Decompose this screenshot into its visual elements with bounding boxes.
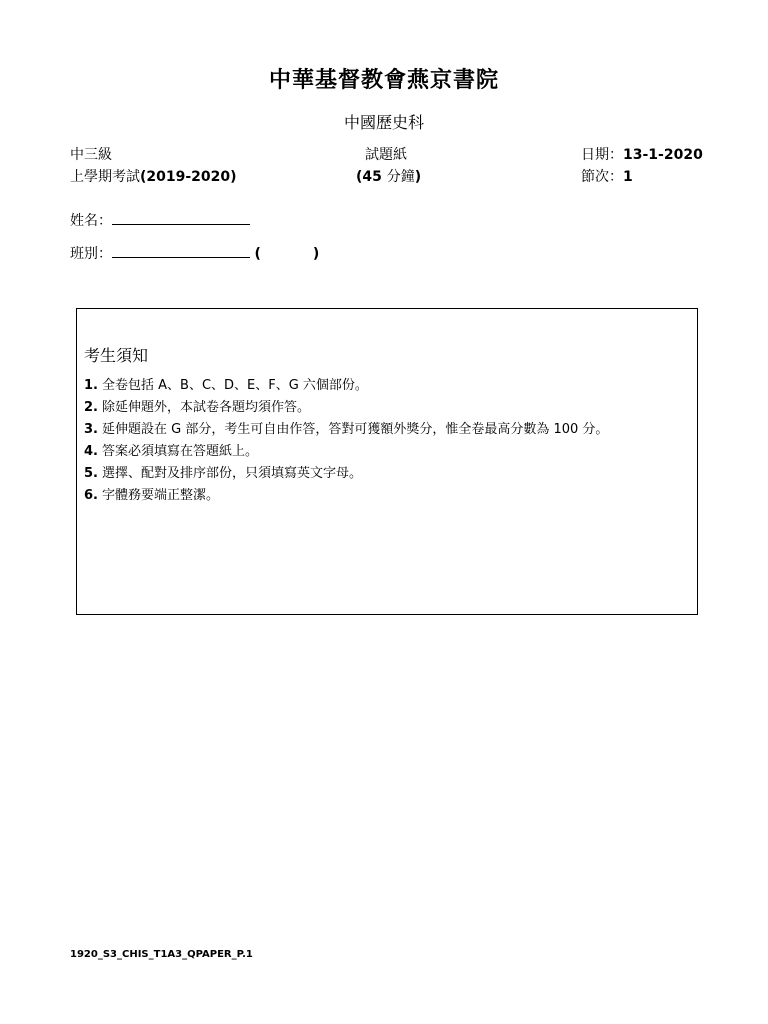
candidate-notice-box bbox=[76, 308, 698, 615]
duration-close: ) bbox=[414, 169, 422, 185]
notice-item bbox=[84, 463, 608, 485]
exam-period bbox=[581, 166, 633, 186]
notice-item-text: 字體務要端正整潔。 bbox=[102, 488, 220, 503]
notice-list bbox=[84, 375, 608, 507]
name-blank-line[interactable] bbox=[112, 210, 250, 225]
period-value: 1 bbox=[623, 169, 633, 185]
duration-unit: 分鐘 bbox=[386, 169, 415, 185]
exam-info-row-1 bbox=[70, 144, 703, 164]
notice-item-number: 2. bbox=[84, 400, 98, 415]
name-field-row bbox=[70, 210, 250, 230]
notice-item-number: 3. bbox=[84, 422, 98, 437]
notice-item-text: 全卷包括 A、B、C、D、E、F、G 六個部份。 bbox=[102, 378, 368, 393]
notice-item bbox=[84, 485, 608, 507]
notice-item-number: 4. bbox=[84, 444, 98, 459]
duration-open: (45 bbox=[356, 169, 387, 185]
notice-item bbox=[84, 375, 608, 397]
date-label: 日期： bbox=[581, 147, 623, 163]
exam-term-label: 上學期考試 bbox=[70, 169, 140, 185]
notice-item-text: 選擇、配對及排序部份，只須填寫英文字母。 bbox=[102, 466, 363, 481]
notice-item-text: 延伸題設在 G 部分，考生可自由作答，答對可獲額外獎分，惟全卷最高分數為 100 分。 bbox=[102, 422, 609, 437]
school-name: 中華基督教會燕京書院 bbox=[268, 68, 499, 93]
exam-year: (2019-2020) bbox=[140, 169, 237, 185]
class-label: 班別： bbox=[70, 246, 112, 262]
period-label: 節次： bbox=[581, 169, 623, 185]
form-level: 中三級 bbox=[70, 147, 112, 163]
date-value: 13-1-2020 bbox=[623, 147, 703, 163]
class-number-paren-close: ) bbox=[312, 246, 320, 262]
notice-item bbox=[84, 441, 608, 463]
subject-title: 中國歷史科 bbox=[343, 113, 424, 132]
notice-title: 考生須知 bbox=[84, 346, 149, 365]
notice-item bbox=[84, 419, 608, 441]
paper-type: 試題紙 bbox=[365, 147, 407, 163]
notice-item-number: 6. bbox=[84, 488, 98, 503]
notice-item bbox=[84, 397, 608, 419]
class-blank-line[interactable] bbox=[112, 243, 250, 258]
exam-info-row-2 bbox=[70, 166, 700, 186]
exam-duration bbox=[356, 166, 422, 186]
exam-term bbox=[70, 166, 237, 186]
exam-date bbox=[581, 144, 703, 164]
name-label: 姓名： bbox=[70, 213, 112, 229]
notice-item-text: 除延伸題外，本試卷各題均須作答。 bbox=[102, 400, 311, 415]
class-number-paren-open: ( bbox=[254, 246, 261, 262]
notice-item-number: 5. bbox=[84, 466, 98, 481]
document-code: 1920_S3_CHIS_T1A3_QPAPER_P.1 bbox=[70, 949, 253, 960]
notice-item-number: 1. bbox=[84, 378, 98, 393]
notice-item-text: 答案必須填寫在答題紙上。 bbox=[102, 444, 259, 459]
class-field-row bbox=[70, 243, 319, 263]
